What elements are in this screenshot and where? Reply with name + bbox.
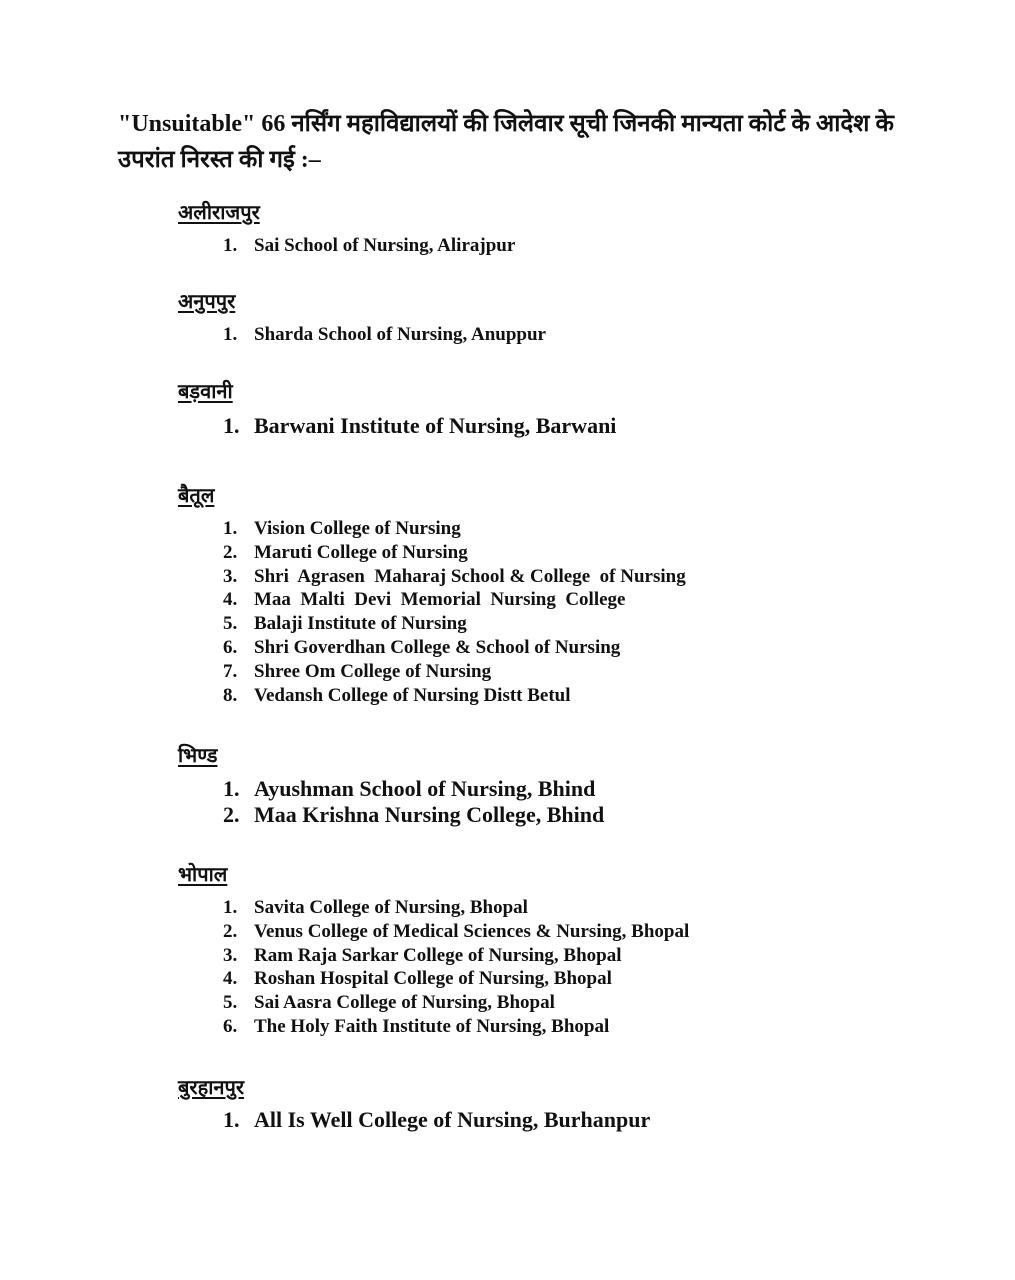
list-item: [223, 967, 689, 991]
district-heading: भोपाल: [178, 862, 228, 886]
item-number: 5.: [223, 613, 238, 635]
college-list: [223, 323, 546, 347]
district-section-betul: [178, 481, 686, 706]
list-item: [223, 660, 686, 684]
list-item: [223, 565, 686, 589]
college-name: Vision College of Nursing: [254, 518, 461, 539]
list-item: [223, 541, 686, 565]
item-number: 6.: [223, 1015, 238, 1037]
list-item: [223, 612, 686, 636]
item-number: 1.: [223, 776, 240, 801]
item-number: 2.: [223, 802, 240, 827]
college-name: Sai School of Nursing, Alirajpur: [254, 235, 516, 256]
item-number: 2.: [223, 920, 238, 942]
list-item: [223, 234, 515, 258]
college-name: Roshan Hospital College of Nursing, Bhopal: [254, 968, 612, 990]
college-name: Sai Aasra College of Nursing, Bhopal: [254, 992, 555, 1014]
item-number: 8.: [223, 684, 238, 706]
list-item: [223, 323, 546, 347]
college-name: Shree Om College of Nursing: [254, 660, 492, 682]
item-number: 5.: [223, 992, 238, 1014]
district-heading: बैतूल: [178, 483, 215, 507]
item-number: 1.: [223, 518, 238, 539]
college-name: Venus College of Medical Sciences & Nursing, Bhopal: [254, 920, 690, 942]
district-section-burhanpur: [178, 1073, 651, 1132]
college-list: [223, 234, 515, 258]
list-item: [223, 896, 689, 920]
college-name: Balaji Institute of Nursing: [254, 613, 467, 635]
list-item: [223, 944, 689, 968]
college-name: The Holy Faith Institute of Nursing, Bhopal: [254, 1015, 610, 1037]
list-item: [223, 920, 689, 944]
college-name: Ayushman School of Nursing, Bhind: [254, 776, 596, 801]
list-item: [223, 991, 689, 1015]
list-item: [223, 636, 686, 660]
college-name: Maa Krishna Nursing College, Bhind: [254, 802, 605, 827]
college-name: Shri Agrasen Maharaj School & College of Nursing: [254, 565, 686, 587]
list-item: [223, 776, 604, 802]
item-number: 1.: [223, 235, 238, 256]
college-list: [223, 896, 689, 1039]
college-list: [223, 413, 616, 439]
college-name: Sharda School of Nursing, Anuppur: [254, 324, 546, 345]
college-list: [223, 1107, 650, 1133]
district-heading: बुरहानपुर: [178, 1075, 245, 1099]
item-number: 4.: [223, 968, 238, 990]
college-name: Barwani Institute of Nursing, Barwani: [254, 413, 617, 438]
district-heading: भिण्ड: [178, 743, 218, 767]
college-list: [223, 776, 604, 828]
list-item: [223, 802, 604, 828]
item-number: 1.: [223, 1107, 240, 1132]
list-item: [223, 517, 686, 541]
district-heading: अलीराजपुर: [178, 200, 260, 224]
district-section-anuppur: [178, 287, 546, 345]
list-item: [223, 1107, 650, 1133]
college-name: Savita College of Nursing, Bhopal: [254, 897, 528, 918]
college-name: Vedansh College of Nursing Distt Betul: [254, 684, 571, 706]
district-section-bhopal: [178, 860, 690, 1037]
list-item: [223, 684, 686, 708]
item-number: 4.: [223, 589, 238, 611]
college-name: Shri Goverdhan College & School of Nursing: [254, 636, 621, 658]
item-number: 1.: [223, 897, 238, 918]
item-number: 2.: [223, 541, 238, 563]
item-number: 1.: [223, 324, 238, 345]
list-item: [223, 1015, 689, 1039]
document-title: "Unsuitable" 66 नर्सिंग महाविद्यालयों की जिलेवार सूची जिनकी मान्यता कोर्ट के आदेश के उपरांत निरस्त की गई :–: [118, 111, 894, 173]
item-number: 3.: [223, 944, 238, 966]
district-heading: अनुपपुर: [178, 289, 236, 313]
item-number: 6.: [223, 636, 238, 658]
college-list: [223, 517, 686, 707]
college-name: Maruti College of Nursing: [254, 541, 468, 563]
district-heading: बड़वानी: [178, 379, 233, 403]
list-item: [223, 588, 686, 612]
college-name: Maa Malti Devi Memorial Nursing College: [254, 589, 626, 611]
college-name: All Is Well College of Nursing, Burhanpur: [254, 1107, 651, 1132]
list-item: [223, 413, 616, 439]
district-section-alirajpur: [178, 198, 516, 256]
item-number: 1.: [223, 413, 240, 438]
district-section-barwani: [178, 377, 617, 438]
college-name: Ram Raja Sarkar College of Nursing, Bhopal: [254, 944, 622, 966]
item-number: 7.: [223, 660, 238, 682]
item-number: 3.: [223, 565, 238, 587]
district-section-bhind: [178, 741, 605, 827]
